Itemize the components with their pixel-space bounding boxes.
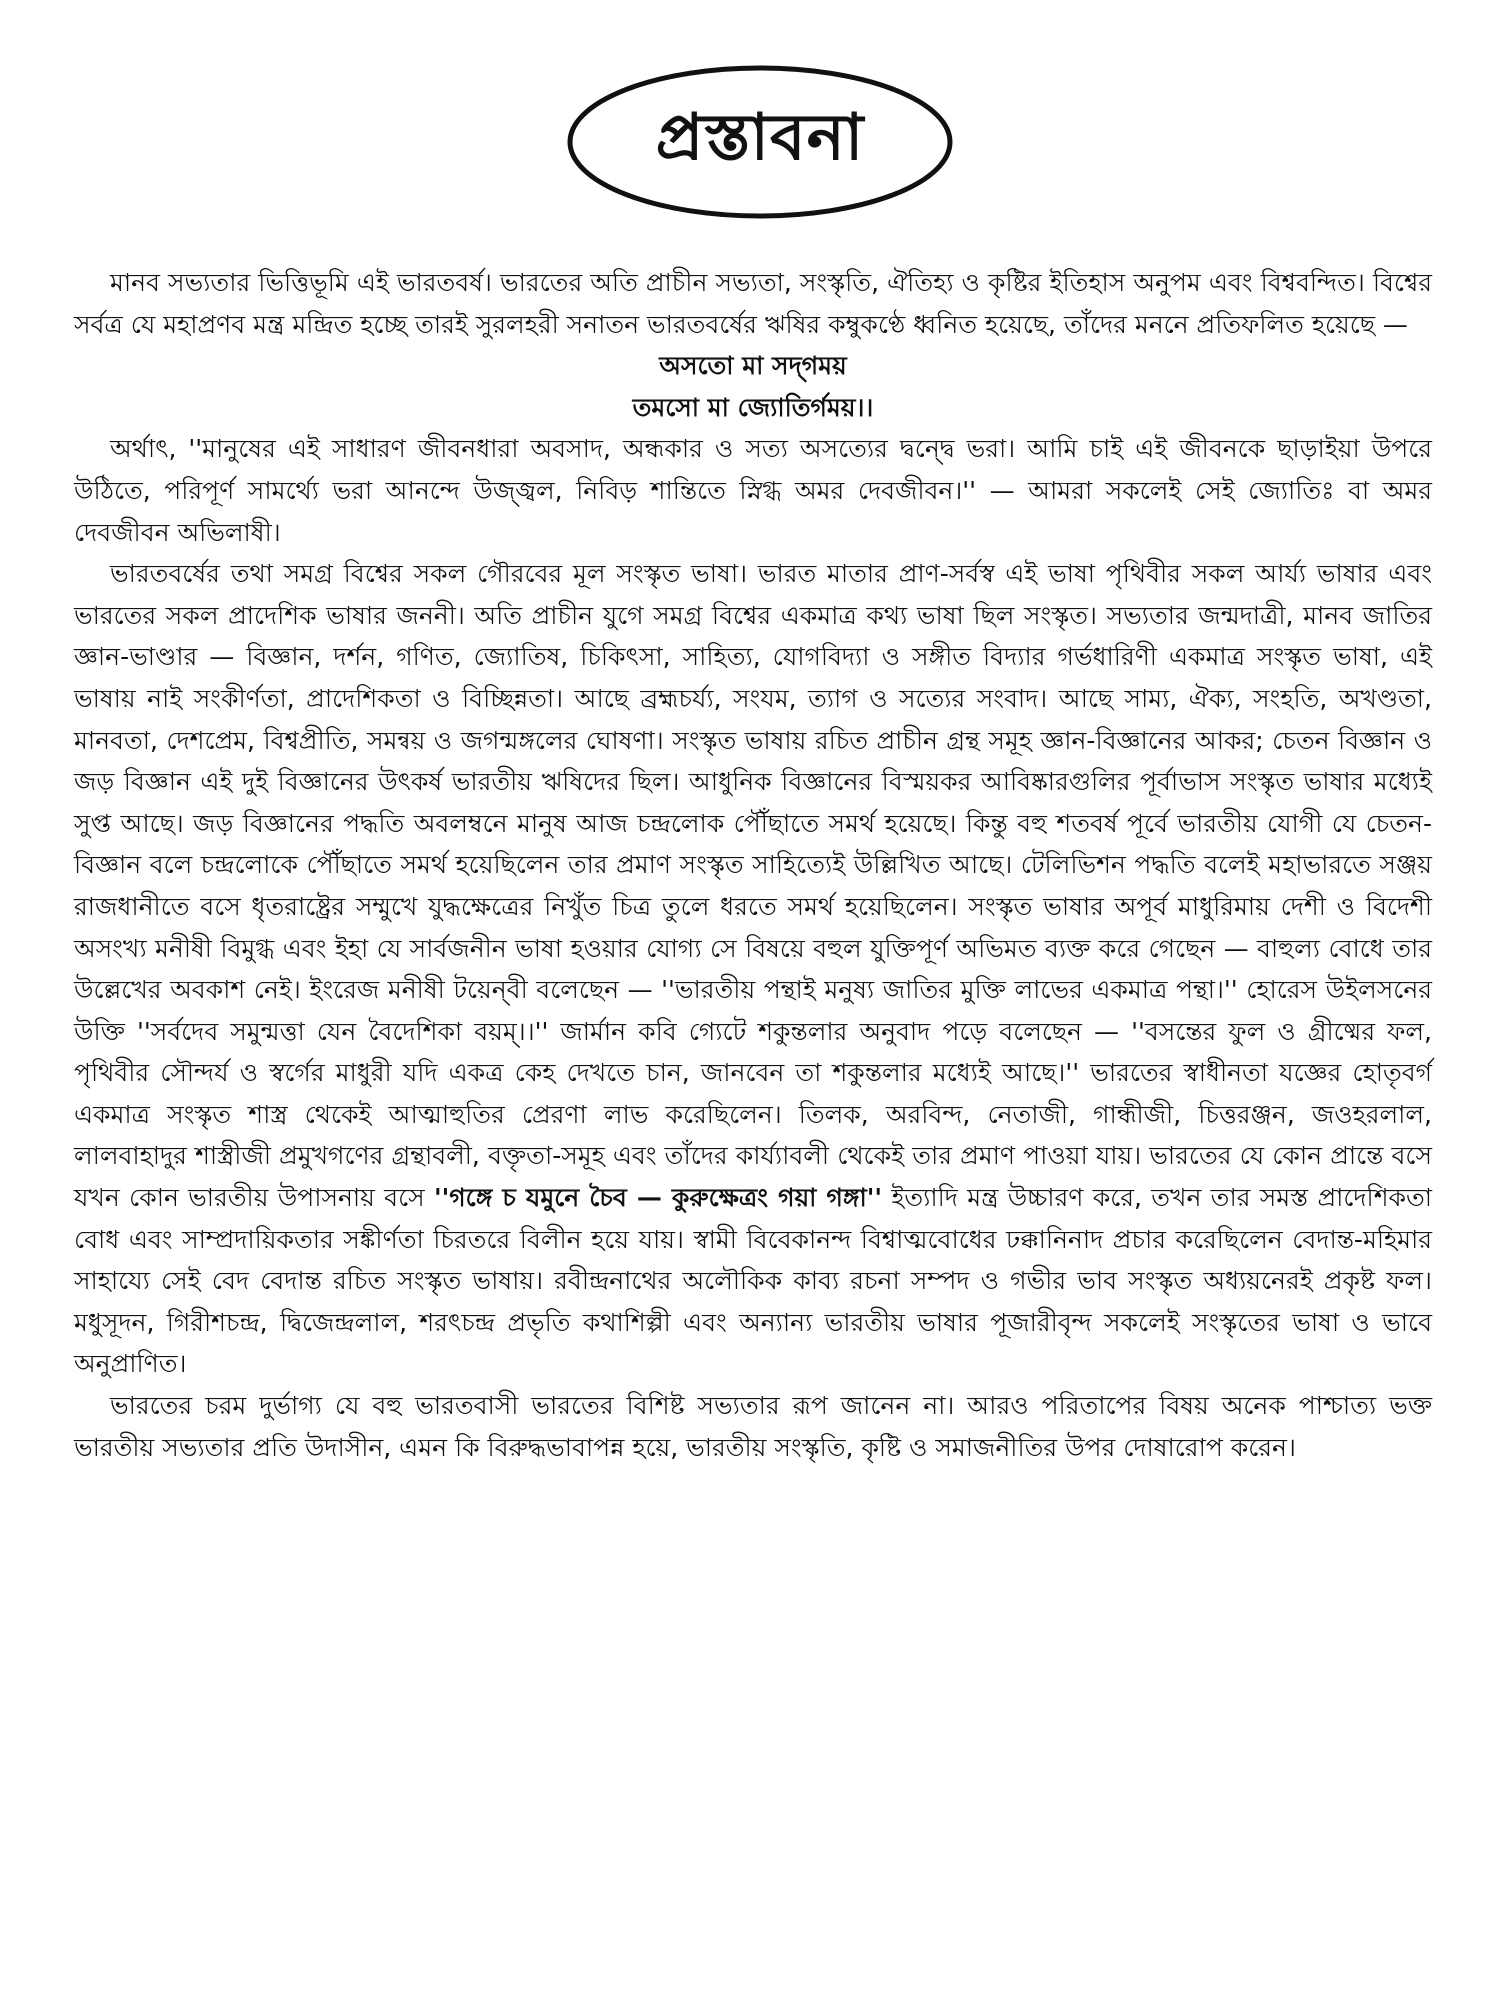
page-title: প্রস্তাবনা (655, 100, 865, 175)
paragraph-intro: মানব সভ্যতার ভিত্তিভূমি এই ভারতবর্ষ। ভারতের অতি প্রাচীন সভ্যতা, সংস্কৃতি, ঐতিহ্য ও কৃষ্টির ইতিহাস অনুপম এবং বিশ্ববন্দিত। বিশ্বের সর্বত্র যে মহাপ্রণব মন্ত্র মন্দ্রিত হচ্ছে তারই সুরলহরী সনাতন ভারতবর্ষের ঋষির কম্বুকণ্ঠে ধ্বনিত হয়েছে, তাঁদের মননে প্রতিফলিত হয়েছে — (74, 268, 1432, 339)
paragraph-sanskrit (74, 553, 1432, 1385)
body-text (74, 262, 1432, 1468)
paragraph-sanskrit-part-2: ইত্যাদি মন্ত্র উচ্চারণ করে, তখন তার সমস্ত প্রাদেশিকতা বোধ এবং সাম্প্রদায়িকতার সঙ্কীর্ণতা চিরতরে বিলীন হয়ে যায়। স্বামী বিবেকানন্দ বিশ্বাত্মবোধের ঢক্কানিনাদ প্রচার করেছিলেন বেদান্ত-মহিমার সাহায্যে সেই বেদ বেদান্ত রচিত সংস্কৃত ভাষায়। রবীন্দ্রনাথের অলৌকিক কাব্য রচনা সম্পদ ও গভীর ভাব সংস্কৃত অধ্যয়নেরই প্রকৃষ্ট ফল। মধুসূদন, গিরীশচন্দ্র, দ্বিজেন্দ্রলাল, শরৎচন্দ্র প্রভৃতি কথাশিল্পী এবং অন্যান্য ভারতীয় ভাষার পূজারীবৃন্দ সকলেই সংস্কৃতের ভাষা ও ভাবে অনুপ্রাণিত। (74, 1183, 1432, 1379)
paragraph-misfortune: ভারতের চরম দুর্ভাগ্য যে বহু ভারতবাসী ভারতের বিশিষ্ট সভ্যতার রূপ জানেন না। আরও পরিতাপের বিষয় অনেক পাশ্চাত্য ভক্ত ভারতীয় সভ্যতার প্রতি উদাসীন, এমন কি বিরুদ্ধভাবাপন্ন হয়ে, ভারতীয় সংস্কৃতি, কৃষ্টি ও সমাজনীতির উপর দোষারোপ করেন। (74, 1391, 1432, 1462)
title-oval (565, 62, 955, 222)
mantra-quote: ''গঙ্গে চ যমুনে চৈব — কুরুক্ষেত্রং গয়া গঙ্গা'' (433, 1183, 883, 1213)
paragraph-sanskrit-part-1: ভারতবর্ষের তথা সমগ্র বিশ্বের সকল গৌরবের মূল সংস্কৃত ভাষা। ভারত মাতার প্রাণ-সর্বস্ব এই ভাষা পৃথিবীর সকল আর্য্য ভাষার এবং ভারতের সকল প্রাদেশিক ভাষার জননী। অতি প্রাচীন যুগে সমগ্র বিশ্বের একমাত্র কথ্য ভাষা ছিল সংস্কৃত। সভ্যতার জন্মদাত্রী, মানব জাতির জ্ঞান-ভাণ্ডার — বিজ্ঞান, দর্শন, গণিত, জ্যোতিষ, চিকিৎসা, সাহিত্য, যোগবিদ্যা ও সঙ্গীত বিদ্যার গর্ভধারিণী একমাত্র সংস্কৃত ভাষা, এই ভাষায় নাই সংকীর্ণতা, প্রাদেশিকতা ও বিচ্ছিন্নতা। আছে ব্রহ্মচর্য্য, সংযম, ত্যাগ ও সত্যের সংবাদ। আছে সাম্য, ঐক্য, সংহতি, অখণ্ডতা, মানবতা, দেশপ্রেম, বিশ্বপ্রীতি, সমন্বয় ও জগন্মঙ্গলের ঘোষণা। সংস্কৃত ভাষায় রচিত প্রাচীন গ্রন্থ সমূহ জ্ঞান-বিজ্ঞানের আকর; চেতন বিজ্ঞান ও জড় বিজ্ঞান এই দুই বিজ্ঞানের উৎকর্ষ ভারতীয় ঋষিদের ছিল। আধুনিক বিজ্ঞানের বিস্ময়কর আবিষ্কারগুলির পূর্বাভাস সংস্কৃত ভাষার মধ্যেই সুপ্ত আছে। জড় বিজ্ঞানের পদ্ধতি অবলম্বনে মানুষ আজ চন্দ্রলোক পৌঁছাতে সমর্থ হয়েছে। কিন্তু বহু শতবর্ষ পূর্বে ভারতীয় যোগী যে চেতন-বিজ্ঞান বলে চন্দ্রলোকে পৌঁছাতে সমর্থ হয়েছিলেন তার প্রমাণ সংস্কৃত সাহিত্যেই উল্লিখিত আছে। টেলিভিশন পদ্ধতি বলেই মহাভারতে সঞ্জয় রাজধানীতে বসে ধৃতরাষ্ট্রের সম্মুখে যুদ্ধক্ষেত্রের নিখুঁত চিত্র তুলে ধরতে সমর্থ হয়েছিলেন। সংস্কৃত ভাষার অপূর্ব মাধুরিমায় দেশী ও বিদেশী অসংখ্য মনীষী বিমুগ্ধ এবং ইহা যে সার্বজনীন ভাষা হওয়ার যোগ্য সে বিষয়ে বহুল যুক্তিপূর্ণ অভিমত ব্যক্ত করে গেছেন — বাহুল্য বোধে তার উল্লেখের অবকাশ নেই। ইংরেজ মনীষী টয়েন্‌বী বলেছেন — ''ভারতীয় পন্থাই মনুষ্য জাতির মুক্তি লাভের একমাত্র পন্থা।'' হোরেস উইলসনের উক্তি ''সর্বদেব সমুন্মত্তা যেন বৈদেশিকা বয়ম্‌।।'' জার্মান কবি গ্যেটে শকুন্তলার অনুবাদ পড়ে বলেছেন — ''বসন্তের ফুল ও গ্রীষ্মের ফল, পৃথিবীর সৌন্দর্য ও স্বর্গের মাধুরী যদি একত্র কেহ দেখতে চান, জানবেন তা শকুন্তলার মধ্যেই আছে।'' ভারতের স্বাধীনতা যজ্ঞের হোতৃবর্গ একমাত্র সংস্কৃত শাস্ত্র থেকেই আত্মাহুতির প্রেরণা লাভ করেছিলেন। তিলক, অরবিন্দ, নেতাজী, গান্ধীজী, চিত্তরঞ্জন, জওহরলাল, লালবাহাদুর শাস্ত্রীজী প্রমুখগণের গ্রন্থাবলী, বক্তৃতা-সমূহ এবং তাঁদের কার্য্যাবলী থেকেই তার প্রমাণ পাওয়া যায়। ভারতের যে কোন প্রান্তে বসে যখন কোন ভারতীয় উপাসনায় বসে (74, 559, 1432, 1213)
shloka-line-1: অসতো মা সদ্‌গময় (659, 351, 847, 381)
shloka-line-2: তমসো মা জ্যোতির্গময়।। (632, 392, 874, 422)
paragraph-meaning: অর্থাৎ, ''মানুষের এই সাধারণ জীবনধারা অবসাদ, অন্ধকার ও সত্য অসত্যের দ্বন্দ্বে ভরা। আমি চাই এই জীবনকে ছাড়াইয়া উপরে উঠিতে, পরিপূর্ণ সামর্থ্যে ভরা আনন্দে উজ্জ্বল, নিবিড় শান্তিতে স্নিগ্ধ অমর দেবজীবন।'' — আমরা সকলেই সেই জ্যোতিঃ বা অমর দেবজীবন অভিলাষী। (74, 434, 1432, 547)
